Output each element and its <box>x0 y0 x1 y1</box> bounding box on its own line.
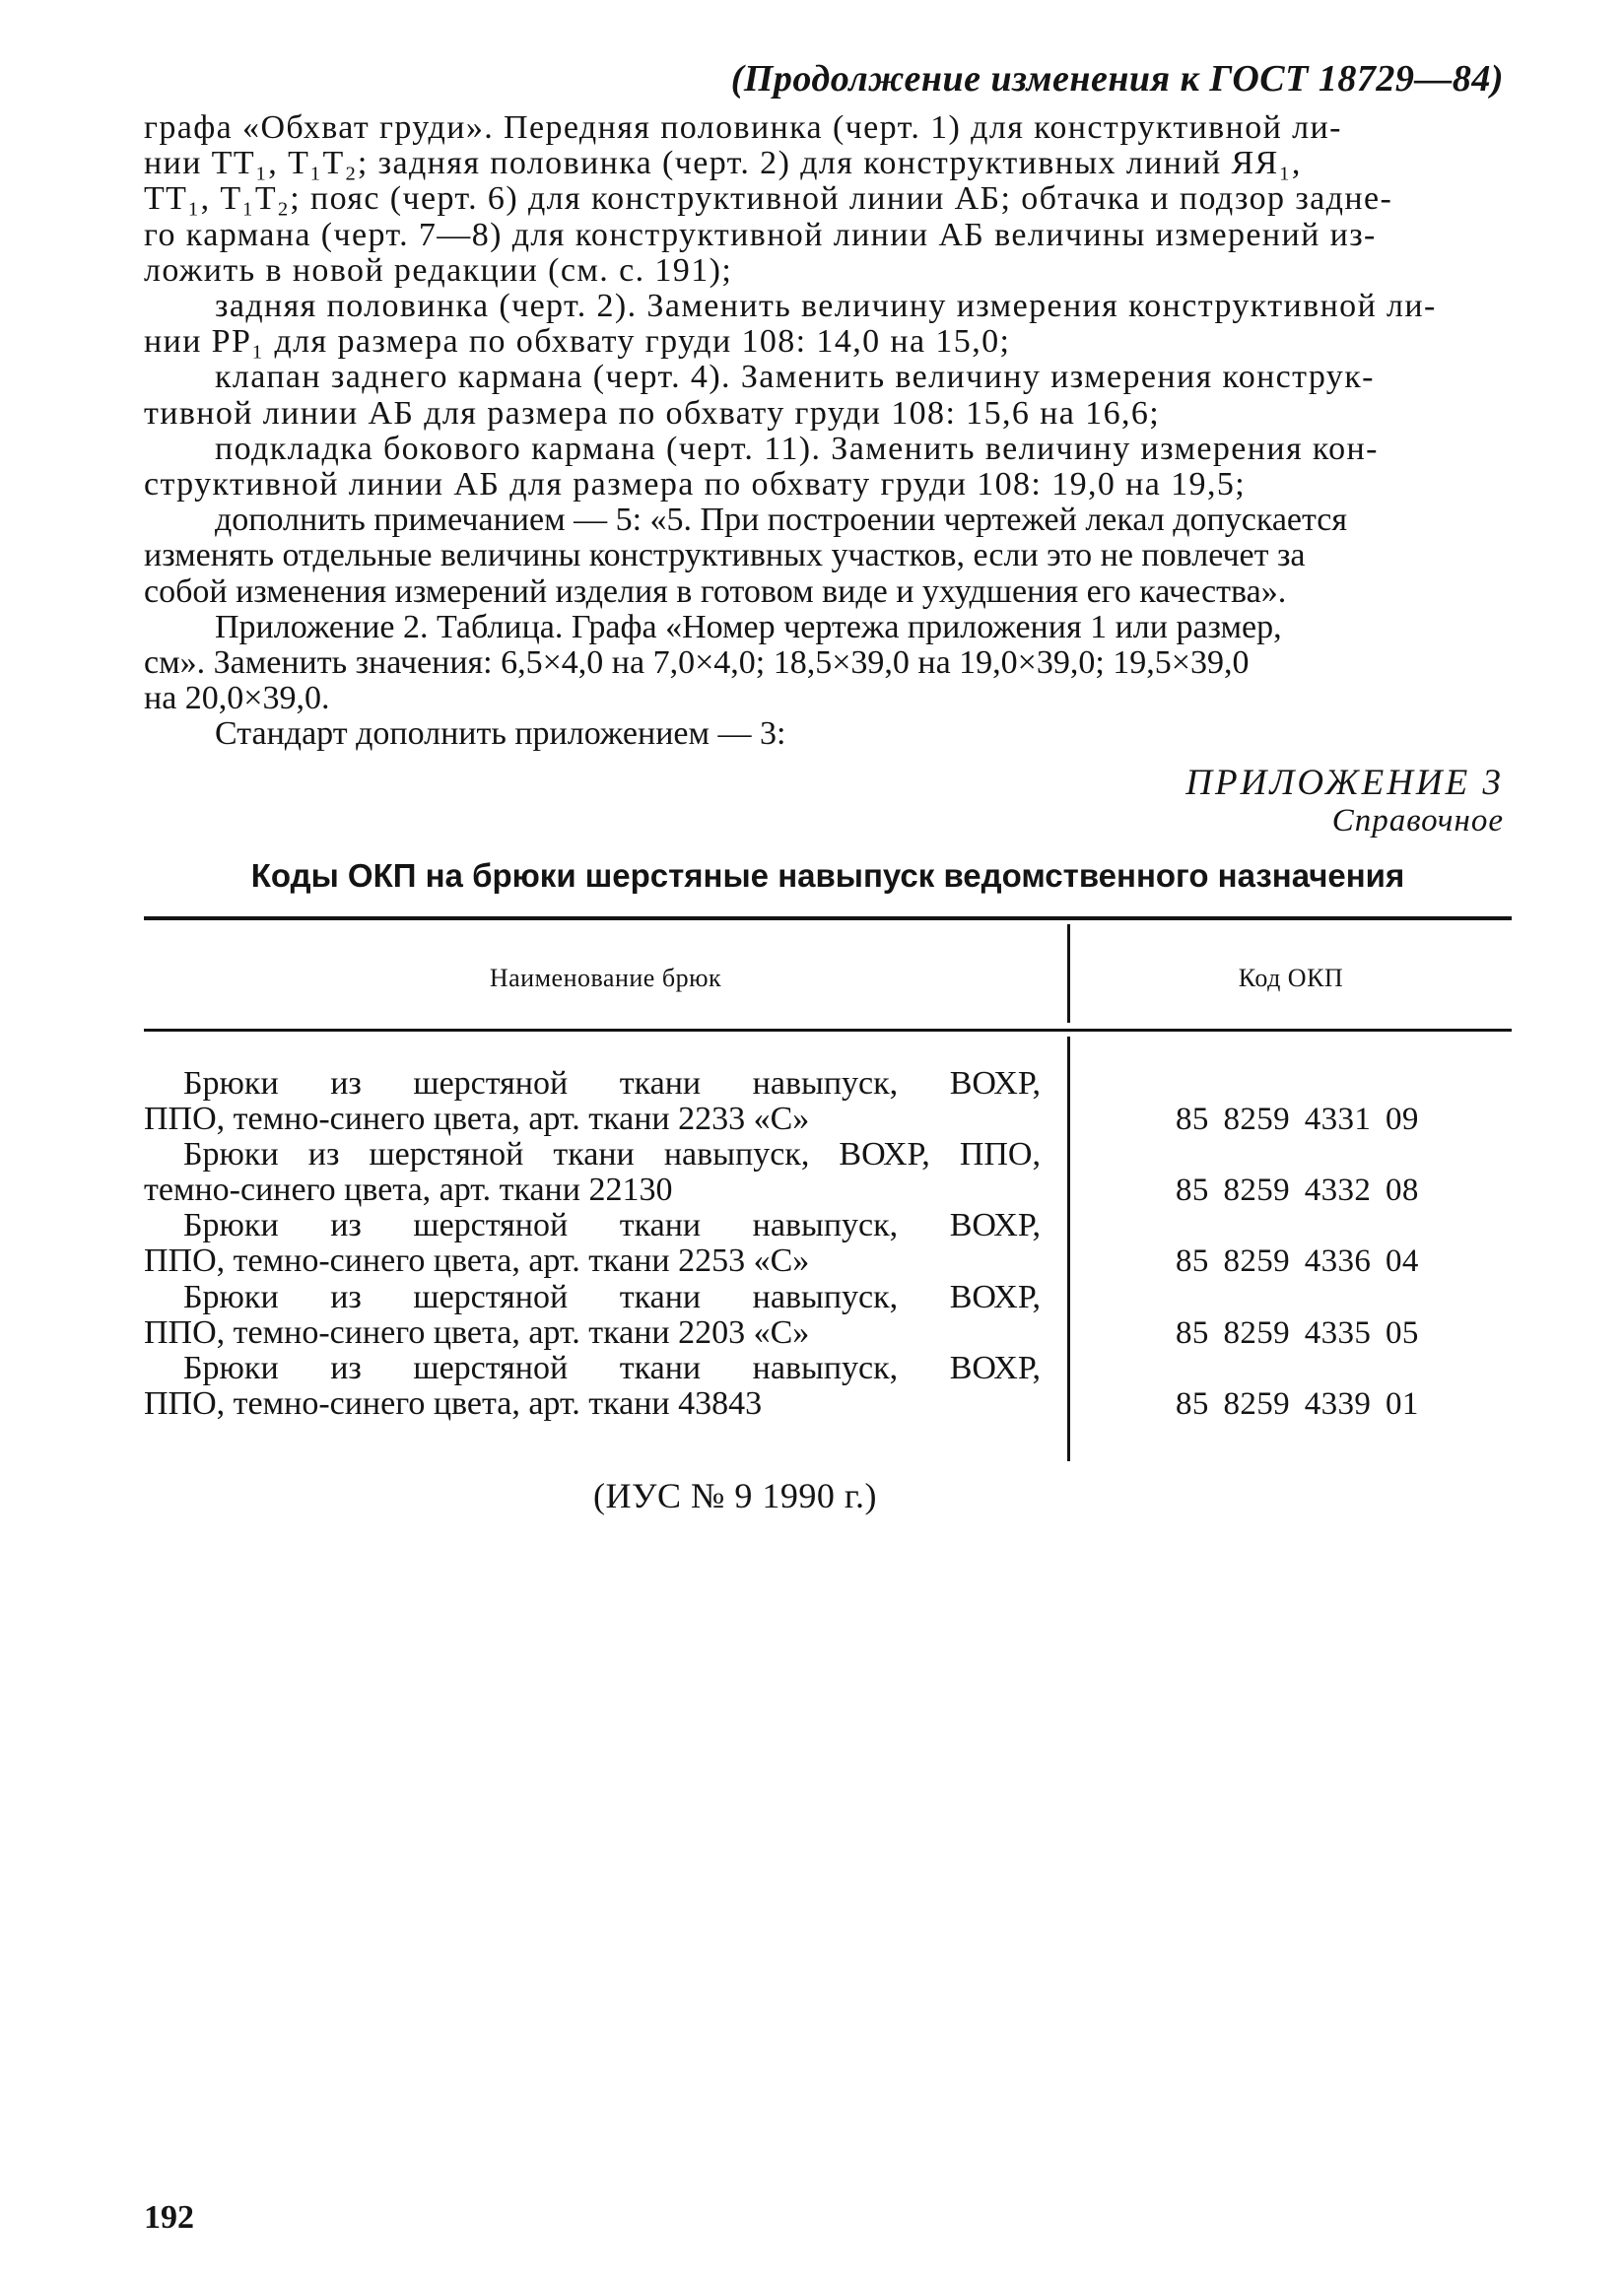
paragraph-6 <box>144 610 1512 717</box>
cell-name <box>144 1351 1041 1422</box>
cell-code: 85 8259 4335 05 <box>1176 1314 1419 1351</box>
cell-name <box>144 1137 1041 1208</box>
cell-name-line: ППО, темно-синего цвета, арт. ткани 2253 «С» <box>144 1242 810 1280</box>
text-line: задняя половинка (черт. 2). Заменить величину измерения конструктивной ли- <box>215 288 1437 325</box>
cell-name-line: ППО, темно-синего цвета, арт. ткани 43843 <box>144 1384 763 1422</box>
table-top-rule <box>144 916 1512 920</box>
column-header-code: Код ОКП <box>1238 964 1344 992</box>
cell-code: 85 8259 4331 09 <box>1176 1102 1419 1137</box>
paragraph-4 <box>144 432 1512 503</box>
column-header-name: Наименование брюк <box>489 964 722 992</box>
paragraph-7 <box>144 716 1512 752</box>
text-line: изменять отдельные величины конструктивных участков, если это не повлечет за <box>144 537 1306 574</box>
text-line: дополнить примечанием — 5: «5. При построении чертежей лекал допускается <box>215 502 1348 539</box>
cell-name-line: Брюки из шерстяной ткани навыпуск, ВОХР, <box>183 1065 1041 1102</box>
cell-name-line: темно-синего цвета, арт. ткани 22130 <box>144 1172 673 1209</box>
paragraph-5 <box>144 503 1512 610</box>
cell-name-line: ППО, темно-синего цвета, арт. ткани 2203 «С» <box>144 1313 810 1351</box>
paragraph-3 <box>144 360 1512 431</box>
appendix-heading <box>1185 765 1504 839</box>
text-line: Приложение 2. Таблица. Графа «Номер чертежа приложения 1 или размер, <box>215 608 1282 645</box>
text-line: го кармана (черт. 7—8) для конструктивной линии АБ величины измерений из- <box>144 216 1377 253</box>
text-line: на 20,0×39,0. <box>144 680 330 717</box>
table-header-rule <box>144 1029 1512 1032</box>
text-line: структивной линии АБ для размера по обхвату груди 108: 19,0 на 19,5; <box>144 466 1247 503</box>
table-caption: Коды ОКП на брюки шерстяные навыпуск ведомственного назначения <box>250 857 1405 894</box>
source-reference-text: (ИУС № 9 1990 г.) <box>592 1476 878 1515</box>
page-number: 192 <box>144 2199 194 2236</box>
text-line: подкладка бокового кармана (черт. 11). Заменить величину измерения кон- <box>215 430 1379 467</box>
cell-name-line: Брюки из шерстяной ткани навыпуск, ВОХР, <box>183 1349 1041 1386</box>
text-line: тивной линии АБ для размера по обхвату груди 108: 15,6 на 16,6; <box>144 394 1161 432</box>
cell-code: 85 8259 4332 08 <box>1176 1173 1419 1209</box>
table-row <box>144 1066 1512 1137</box>
cell-name-line: Брюки из шерстяной ткани навыпуск, ВОХР, <box>183 1207 1041 1244</box>
cell-name <box>144 1066 1041 1137</box>
cell-name <box>144 1208 1041 1279</box>
cell-name <box>144 1280 1041 1351</box>
text-line: клапан заднего кармана (черт. 4). Заменить величину измерения конструк- <box>215 359 1375 396</box>
running-title: (Продолжение изменения к ГОСТ 18729—84) <box>730 58 1504 100</box>
paragraph-1 <box>144 110 1512 289</box>
text-line: графа «Обхват груди». Передняя половинка (черт. 1) для конструктивной ли- <box>144 109 1342 146</box>
text-line: собой изменения измерений изделия в готовом виде и ухудшения его качества». <box>144 572 1287 610</box>
cell-name-line: ППО, темно-синего цвета, арт. ткани 2233 «С» <box>144 1101 810 1138</box>
text-line: ложить в новой редакции (см. с. 191); <box>144 251 733 289</box>
table-row <box>144 1280 1512 1351</box>
table-row <box>144 1351 1512 1422</box>
cell-name-line: Брюки из шерстяной ткани навыпуск, ВОХР, ППО, <box>183 1136 1041 1174</box>
text-line: нии РР₁ для размера по обхвату груди 108: 14,0 на 15,0; <box>144 323 1011 361</box>
table-row <box>144 1208 1512 1279</box>
appendix-subtitle: Справочное <box>1331 803 1504 839</box>
cell-code: 85 8259 4336 04 <box>1176 1243 1419 1280</box>
source-reference <box>144 1475 1326 1516</box>
table-row <box>144 1137 1512 1208</box>
body-text <box>144 110 1512 753</box>
cell-code: 85 8259 4339 01 <box>1176 1385 1419 1422</box>
text-line: ТТ₁, Т₁Т₂; пояс (черт. 6) для конструктивной линии АБ; обтачка и подзор задне- <box>144 180 1393 218</box>
text-line: нии ТТ₁, Т₁Т₂; задняя половинка (черт. 2) для конструктивных линий ЯЯ₁, <box>144 145 1302 182</box>
text-line: Стандарт дополнить приложением — 3: <box>215 715 786 753</box>
cell-name-line: Брюки из шерстяной ткани навыпуск, ВОХР, <box>183 1278 1041 1315</box>
paragraph-2 <box>144 289 1512 360</box>
table-body <box>144 1066 1512 1422</box>
appendix-title: ПРИЛОЖЕНИЕ 3 <box>1185 763 1504 803</box>
text-line: см». Заменить значения: 6,5×4,0 на 7,0×4,0; 18,5×39,0 на 19,0×39,0; 19,5×39,0 <box>144 644 1250 682</box>
